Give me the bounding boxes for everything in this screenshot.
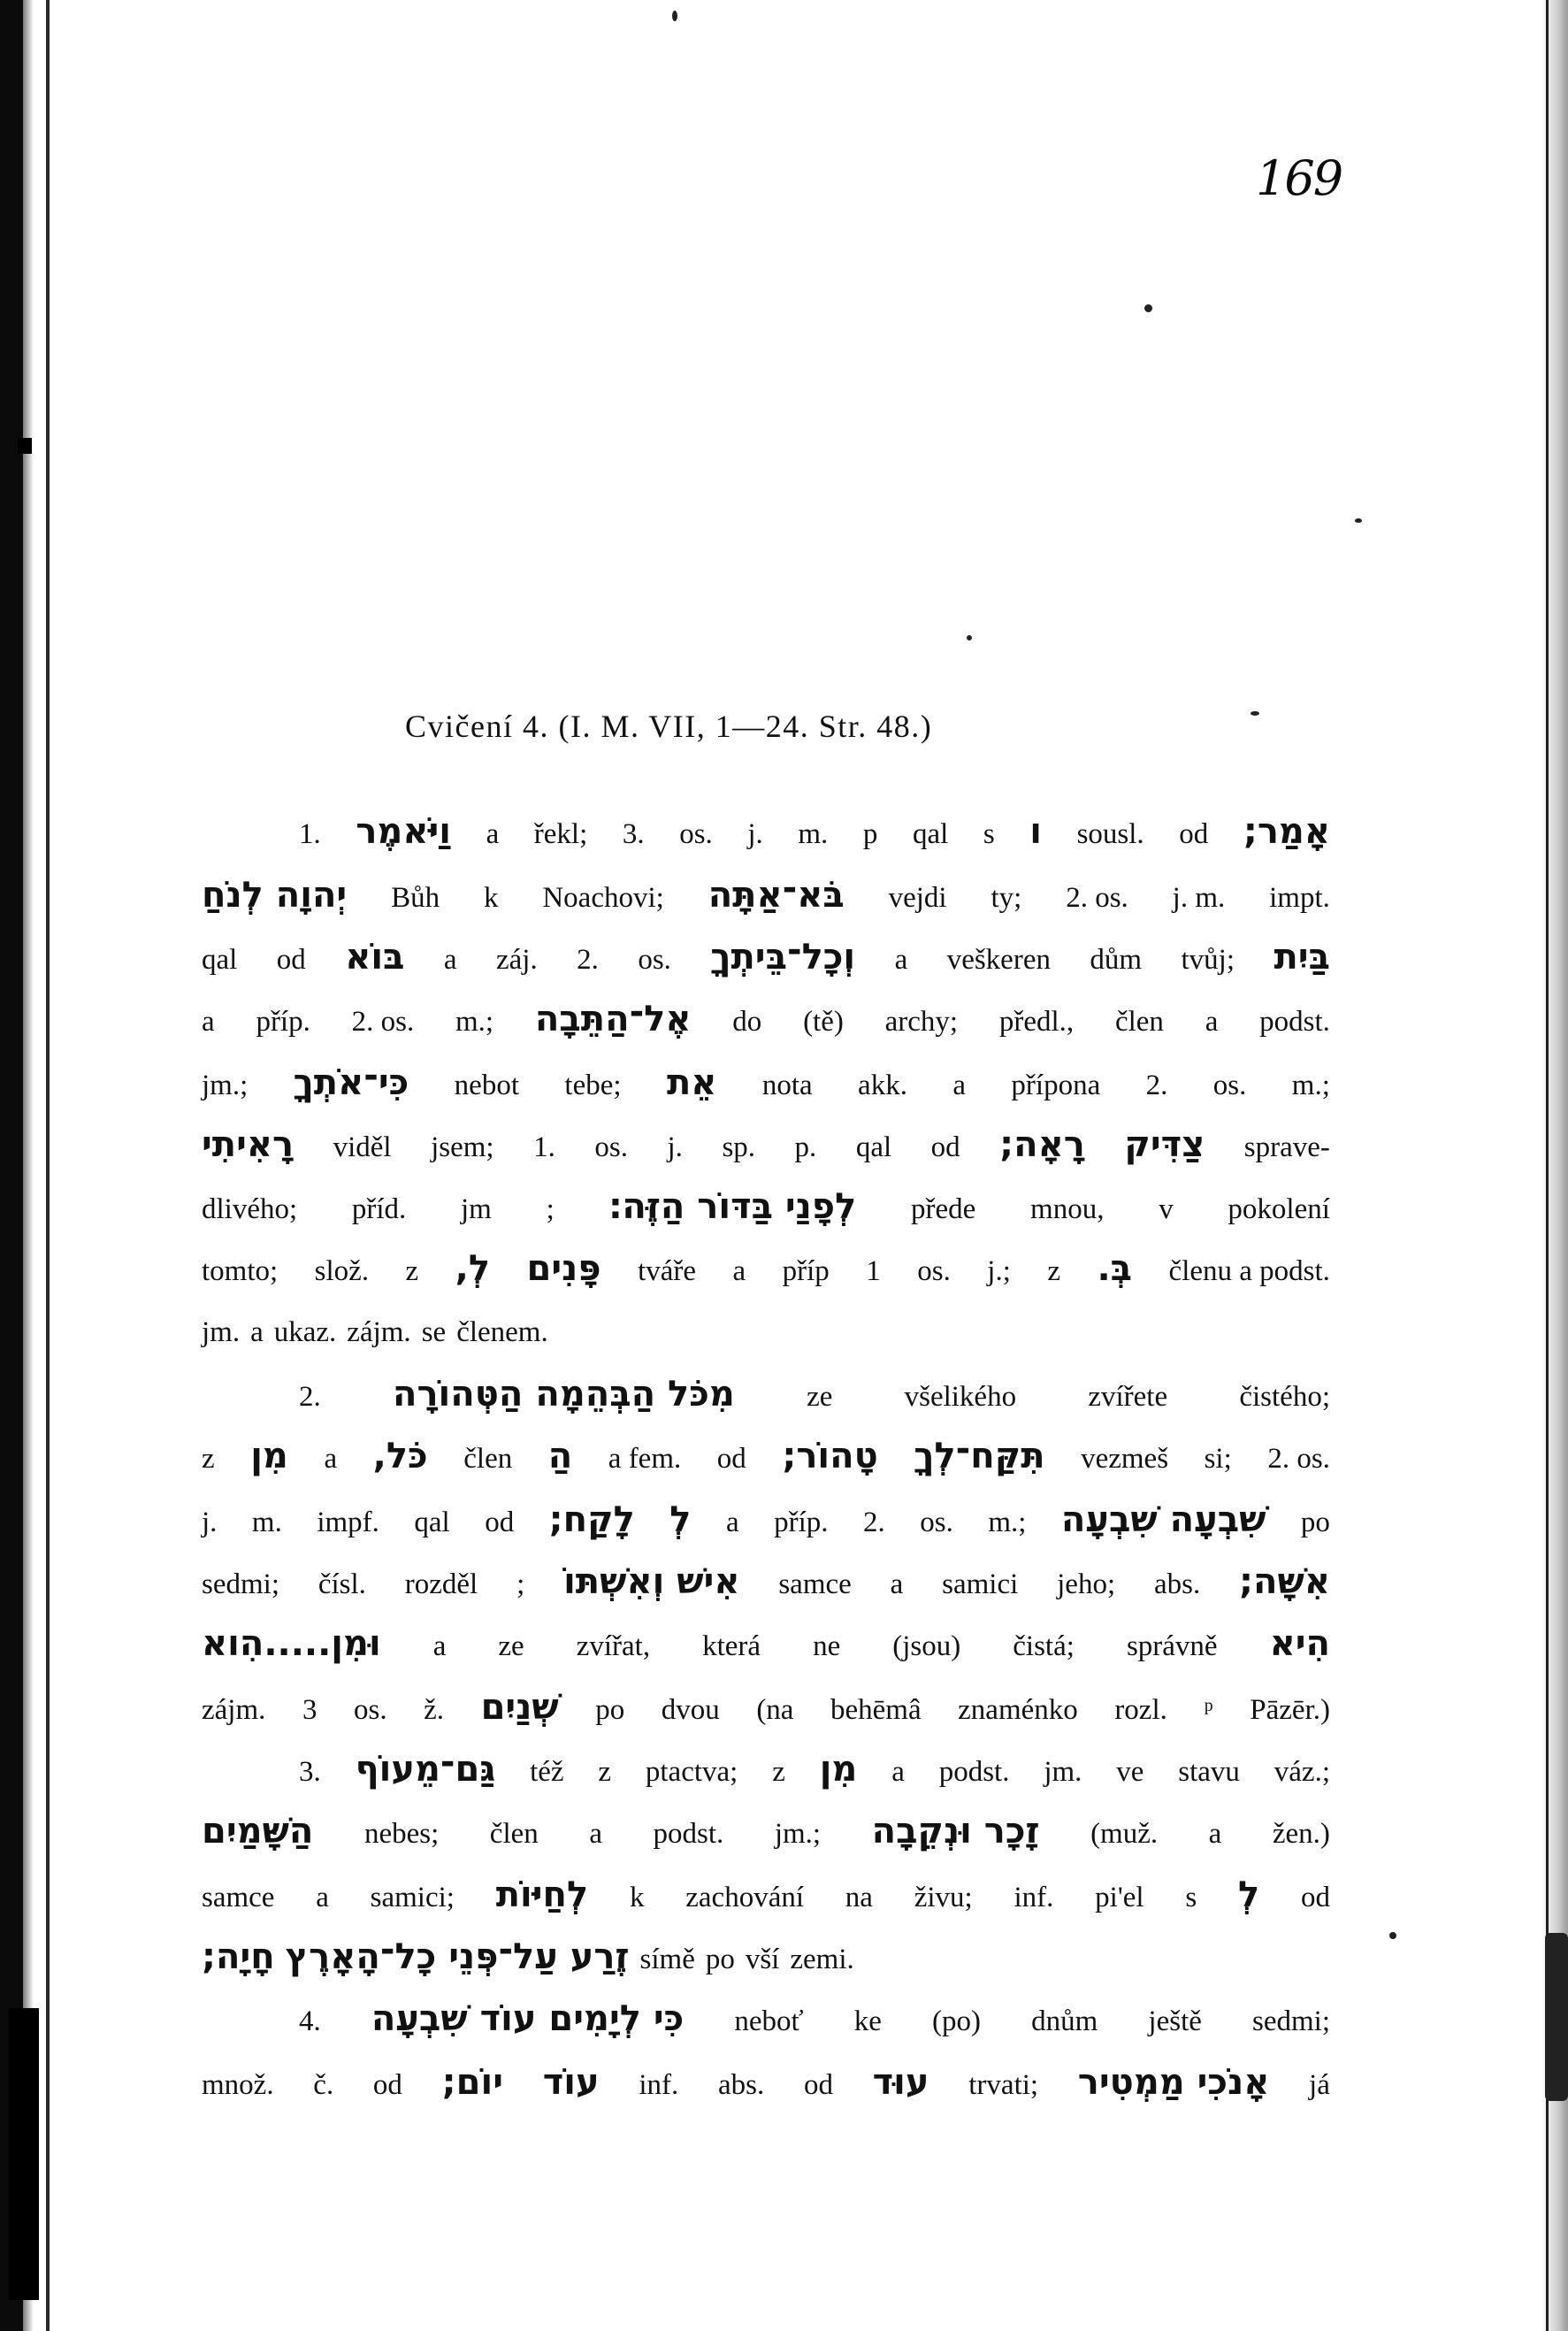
text-word: od xyxy=(1179,818,1209,850)
text-word: členu a podst. xyxy=(1168,1255,1330,1287)
text-word: j. xyxy=(202,1507,218,1538)
text-word: žen.) xyxy=(1272,1818,1330,1850)
text-line xyxy=(202,1182,1330,1231)
text-word: zájm. xyxy=(202,1694,266,1726)
text-word: záj. xyxy=(495,944,538,976)
hebrew-word: אָנֹכִי מַמְטִיר xyxy=(1077,2062,1270,2103)
text-word: a xyxy=(202,1006,215,1038)
text-word: ; xyxy=(516,1568,525,1600)
hebrew-word: פָּנִים xyxy=(526,1248,601,1289)
text-word: a xyxy=(732,1255,746,1287)
text-word: inf. xyxy=(1013,1882,1054,1913)
hebrew-word: שְׁנַיִם xyxy=(480,1687,559,1728)
page-number: 169 xyxy=(1256,150,1342,206)
text-word: abs. xyxy=(1153,1568,1201,1600)
text-word: váz.; xyxy=(1274,1756,1330,1788)
text-line xyxy=(202,1244,1330,1293)
text-word: podst. xyxy=(653,1818,724,1850)
text-word: samce xyxy=(202,1882,275,1913)
text-word: příp. xyxy=(774,1507,829,1538)
hebrew-word: בֹּא־אַתָּה xyxy=(708,875,845,916)
hebrew-word: בְּ. xyxy=(1097,1248,1133,1289)
text-word: vezmeš xyxy=(1081,1443,1169,1475)
text-word: ž. xyxy=(424,1694,445,1726)
text-word: impt. xyxy=(1269,882,1330,914)
text-word: jm. xyxy=(202,1316,241,1348)
text-word: zemi. xyxy=(790,1944,854,1975)
text-word: qal xyxy=(912,818,949,850)
hebrew-word: מִכֹּל הַבְּהֵמָה הַטְּהוֹרָה xyxy=(392,1374,735,1415)
text-word: os. xyxy=(679,818,713,850)
text-word: samici; xyxy=(370,1882,455,1913)
text-word: od xyxy=(276,944,306,976)
text-word: živu; xyxy=(914,1882,973,1913)
text-word: nota xyxy=(761,1070,813,1101)
text-word: os. xyxy=(353,1694,387,1726)
text-word: člen xyxy=(489,1818,539,1850)
left-binding-rule xyxy=(46,0,50,2331)
hebrew-word: אֵת xyxy=(666,1062,717,1103)
text-word: a xyxy=(894,944,908,976)
text-word: 2. os. xyxy=(351,1006,415,1038)
text-word: 2. os. xyxy=(1267,1443,1330,1475)
text-word: m.; xyxy=(1291,1070,1330,1101)
text-word: nebes; xyxy=(363,1818,440,1850)
text-word: od xyxy=(803,2069,833,2101)
text-word: v xyxy=(1159,1193,1174,1225)
text-word: 2. xyxy=(863,1507,885,1538)
text-word: k xyxy=(483,882,499,914)
text-word: 2. xyxy=(1145,1070,1168,1101)
text-word: z xyxy=(598,1756,612,1788)
text-word: p. xyxy=(794,1131,817,1163)
text-word: a xyxy=(891,1756,905,1788)
text-line xyxy=(299,1369,1330,1419)
text-line xyxy=(202,1058,1330,1108)
hebrew-word: כִּי־אֹתְךָ xyxy=(293,1062,409,1103)
text-word: impf. xyxy=(317,1507,379,1538)
text-word: Noachovi; xyxy=(542,882,664,914)
text-word: mnou, xyxy=(1030,1193,1105,1225)
text-word: a xyxy=(486,818,500,850)
text-word: a fem. xyxy=(608,1443,682,1475)
text-word: os. xyxy=(920,1507,953,1538)
text-word: dům xyxy=(1090,944,1143,976)
left-edge-mark xyxy=(9,2008,39,2300)
text-word: a xyxy=(890,1568,904,1600)
hebrew-word: טָהוֹר; xyxy=(782,1436,878,1476)
text-word: veškeren xyxy=(946,944,1051,976)
text-word: příd. xyxy=(351,1193,407,1225)
text-word: pi'el xyxy=(1095,1882,1144,1913)
hebrew-word: ו xyxy=(1029,811,1042,852)
text-word: (na xyxy=(756,1694,794,1726)
hebrew-word: לְ xyxy=(669,1499,692,1540)
text-word: ze xyxy=(807,1381,833,1413)
text-word: Pāzēr.) xyxy=(1250,1694,1330,1726)
text-word: čistého; xyxy=(1239,1381,1330,1413)
hebrew-word: שִׁבְעָה שִׁבְעָה xyxy=(1060,1499,1266,1540)
text-word: nebot xyxy=(454,1070,519,1101)
exercise-heading: Cvičení 4. (I. M. VII, 1—24. Str. 48.) xyxy=(405,709,933,744)
text-word: k xyxy=(630,1882,645,1913)
left-edge-notch xyxy=(18,438,32,454)
text-word: a xyxy=(316,1882,329,1913)
text-word: člen xyxy=(1114,1006,1164,1038)
text-word: sprave- xyxy=(1243,1131,1330,1163)
hebrew-word: יְהוָה לְנֹחַ xyxy=(202,875,348,916)
text-word: abs. xyxy=(717,2069,765,2101)
text-line xyxy=(299,1744,1330,1794)
text-word: na xyxy=(845,1882,873,1913)
text-word: m. xyxy=(251,1507,282,1538)
text-word: zachování xyxy=(685,1882,805,1913)
text-line xyxy=(202,2058,1330,2107)
text-word: a xyxy=(952,1070,967,1101)
hebrew-word: עוּד xyxy=(872,2062,929,2103)
hebrew-word: אִשָּׁה; xyxy=(1239,1561,1330,1602)
text-word: sousl. xyxy=(1076,818,1144,850)
hebrew-word: מִן xyxy=(250,1436,288,1476)
text-word: ne xyxy=(813,1630,841,1662)
hebrew-word: הַ xyxy=(547,1436,573,1476)
text-word: rozl. xyxy=(1114,1694,1167,1726)
text-word: přede xyxy=(911,1193,976,1225)
text-word: do xyxy=(732,1006,762,1038)
text-line xyxy=(299,1994,1330,2043)
hebrew-word: הִיא xyxy=(1269,1623,1330,1664)
text-word: zvířete xyxy=(1088,1381,1168,1413)
scan-speck xyxy=(1144,304,1152,312)
text-word: tvůj; xyxy=(1181,944,1235,976)
text-word: stavu xyxy=(1178,1756,1240,1788)
text-word: (tě) xyxy=(803,1006,844,1038)
text-word: qal xyxy=(202,944,238,976)
text-word: samici xyxy=(942,1568,1019,1600)
text-word: od xyxy=(1300,1882,1330,1913)
text-line xyxy=(202,932,1330,982)
text-word: qal xyxy=(414,1507,450,1538)
text-word: po xyxy=(705,1944,735,1975)
text-word: s xyxy=(983,818,995,850)
text-word: správně xyxy=(1126,1630,1218,1662)
hebrew-word: כִּי לְיָמִים עוֹד שִׁבְעָה xyxy=(371,1998,685,2039)
text-word: od xyxy=(930,1131,960,1163)
text-word: čísl. xyxy=(317,1568,366,1600)
text-word: tebe; xyxy=(564,1070,622,1101)
text-line xyxy=(202,994,1330,1044)
text-word: m.; xyxy=(455,1006,494,1038)
hebrew-word: אָמַר; xyxy=(1243,811,1330,852)
hebrew-word: בּוֹא xyxy=(345,937,405,978)
hebrew-word: יוֹם; xyxy=(441,2062,503,2103)
text-word: 1. xyxy=(299,818,321,850)
text-word: p xyxy=(862,818,878,850)
text-word: Bůh xyxy=(391,882,440,914)
text-word: po xyxy=(595,1694,625,1726)
text-word: ještě xyxy=(1148,2005,1202,2037)
text-word: a xyxy=(432,1630,447,1662)
text-line xyxy=(202,870,1330,920)
text-word: všelikého xyxy=(904,1381,1017,1413)
text-word: ke xyxy=(853,2005,882,2037)
text-word: vejdi xyxy=(888,882,947,914)
text-word: a xyxy=(1208,1818,1222,1850)
text-word: (jsou) xyxy=(892,1630,961,1662)
text-word: tomto; xyxy=(202,1255,279,1287)
text-word: inf. xyxy=(639,2069,679,2101)
text-word: 2. os. xyxy=(1066,882,1128,914)
text-line xyxy=(202,1307,1330,1357)
text-word: podst. xyxy=(1259,1006,1330,1038)
scan-speck xyxy=(672,11,677,21)
text-word: 1. xyxy=(533,1131,555,1163)
hebrew-word: רָאָה; xyxy=(999,1124,1085,1165)
text-word: ; xyxy=(546,1193,555,1225)
text-word: pokolení xyxy=(1228,1193,1330,1225)
hebrew-word: רָאִיתִי xyxy=(202,1124,294,1165)
text-word: zájm. xyxy=(347,1316,411,1348)
text-word: po xyxy=(1300,1507,1330,1538)
text-word: sedmi; xyxy=(1252,2005,1330,2037)
text-word: jsem; xyxy=(431,1131,494,1163)
hebrew-word: לָקַח; xyxy=(548,1499,635,1540)
hebrew-word: זֶרַע עַל־פְּנֵי כָל־הָאָרֶץ xyxy=(285,1936,630,1977)
text-word: rozděl xyxy=(404,1568,478,1600)
text-line xyxy=(202,1870,1330,1920)
text-word: od xyxy=(372,2069,402,2101)
text-word: jm. xyxy=(1044,1756,1082,1788)
text-word: z xyxy=(772,1756,785,1788)
text-word: archy; xyxy=(884,1006,959,1038)
text-word: os. xyxy=(638,944,671,976)
text-word: od xyxy=(716,1443,746,1475)
text-word: zvířat, xyxy=(576,1630,651,1662)
text-word: 3. xyxy=(299,1756,321,1788)
text-word: množ. xyxy=(202,2069,274,2101)
text-word: samce xyxy=(778,1568,852,1600)
text-word: a xyxy=(1205,1006,1219,1038)
text-word: ty; xyxy=(991,882,1022,914)
text-word: 3. xyxy=(622,818,645,850)
text-word: z xyxy=(202,1443,215,1475)
text-word: ᵖ xyxy=(1204,1694,1213,1726)
hebrew-word: לְפָנַי בַּדּוֹר הַזֶּה׃ xyxy=(608,1186,857,1227)
text-word: trvati; xyxy=(968,2069,1039,2101)
text-line xyxy=(299,807,1330,856)
text-word: s xyxy=(1185,1882,1197,1913)
text-word: 4. xyxy=(299,2005,321,2037)
hebrew-word: וּמִן.....הִוא xyxy=(202,1623,381,1664)
text-word: a xyxy=(324,1443,338,1475)
text-word: ve xyxy=(1116,1756,1144,1788)
text-line xyxy=(202,1932,1330,1982)
text-line xyxy=(202,1806,1330,1856)
text-word: přípona xyxy=(1011,1070,1101,1101)
text-word: předl., xyxy=(998,1006,1075,1038)
text-word: podst. xyxy=(938,1756,1010,1788)
text-line xyxy=(202,1557,1330,1606)
hebrew-word: תִּקַּח־לְךָ xyxy=(914,1436,1045,1476)
hebrew-word: לְ xyxy=(1237,1875,1260,1915)
text-word: vší xyxy=(745,1944,780,1975)
scan-speck xyxy=(1251,711,1259,716)
left-page-shadow xyxy=(23,0,34,2331)
text-word: č. xyxy=(313,2069,334,2101)
text-word: dvou xyxy=(661,1694,720,1726)
text-word: ze xyxy=(498,1630,524,1662)
hebrew-word: צַדִּיק xyxy=(1124,1124,1205,1165)
hebrew-word: כֹּל, xyxy=(372,1436,428,1476)
text-word: akk. xyxy=(858,1070,907,1101)
text-word: j.; xyxy=(987,1255,1011,1287)
text-word: řekl; xyxy=(533,818,588,850)
hebrew-word: גַּם־מֵעוֹף xyxy=(355,1749,496,1790)
hebrew-word: לְ, xyxy=(455,1248,491,1289)
text-word: os. xyxy=(917,1255,951,1287)
scan-speck xyxy=(967,635,972,640)
text-word: znaménko xyxy=(958,1694,1078,1726)
text-word: (po) xyxy=(932,2005,982,2037)
text-word: j. xyxy=(747,818,763,850)
text-word: qal xyxy=(855,1131,892,1163)
text-word: dnům xyxy=(1031,2005,1098,2037)
text-word: ptactva; xyxy=(645,1756,738,1788)
text-word: si; xyxy=(1204,1443,1232,1475)
text-word: m. xyxy=(798,818,829,850)
text-word: jeho; xyxy=(1057,1568,1116,1600)
text-word: od xyxy=(485,1507,515,1538)
text-word: os. xyxy=(1212,1070,1247,1101)
text-word: sedmi; xyxy=(202,1568,279,1600)
text-word: též xyxy=(530,1756,564,1788)
text-word: a xyxy=(725,1507,739,1538)
text-word: a xyxy=(443,944,457,976)
hebrew-word: זָכָר וּנְקֵבָה xyxy=(871,1811,1040,1852)
hebrew-word: אִישׁ וְאִשְׁתּוֹ xyxy=(563,1561,740,1602)
text-word: os. xyxy=(594,1131,628,1163)
text-word: (muž. xyxy=(1090,1818,1159,1850)
scan-speck xyxy=(1355,518,1362,523)
text-word: 2. xyxy=(577,944,599,976)
text-word: jm xyxy=(461,1193,492,1225)
hebrew-word: וַיֹּאמֶר xyxy=(356,811,451,852)
hebrew-word: וְכָל־בֵּיתְךָ xyxy=(710,937,856,978)
text-word: 1 xyxy=(866,1255,881,1287)
text-word: a xyxy=(250,1316,264,1348)
text-word: sp. xyxy=(722,1131,756,1163)
text-word: behēmâ xyxy=(830,1694,922,1726)
text-word: a xyxy=(589,1818,602,1850)
text-word: slož. xyxy=(314,1255,370,1287)
text-word: dlivého; xyxy=(202,1193,298,1225)
text-word: já xyxy=(1309,2069,1330,2101)
hebrew-word: עוֹד xyxy=(542,2062,600,2103)
text-word: se xyxy=(421,1316,447,1348)
text-line xyxy=(202,1619,1330,1668)
text-word: tváře xyxy=(638,1255,697,1287)
text-line xyxy=(202,1683,1330,1732)
hebrew-word: הַשָּׁמַיִם xyxy=(202,1811,314,1852)
text-word: m.; xyxy=(988,1507,1027,1538)
text-line xyxy=(202,1120,1330,1169)
right-edge-blot xyxy=(1545,1933,1568,2101)
text-word: viděl xyxy=(333,1131,392,1163)
text-word: členem. xyxy=(456,1316,548,1348)
text-word: která xyxy=(702,1630,761,1662)
text-word: ukaz. xyxy=(273,1316,337,1348)
text-word: čistá; xyxy=(1013,1630,1075,1662)
text-word: člen xyxy=(463,1443,513,1475)
text-word: příp xyxy=(782,1255,830,1287)
text-word: z xyxy=(405,1255,419,1287)
text-word: jm.; xyxy=(774,1818,822,1850)
hebrew-word: בַּיִת xyxy=(1274,937,1330,978)
hebrew-word: לְחַיּוֹת xyxy=(495,1875,589,1915)
text-word: jm.; xyxy=(202,1070,249,1101)
scan-speck xyxy=(1389,1932,1396,1939)
text-word: 2. xyxy=(299,1381,321,1413)
text-word: příp. xyxy=(256,1006,310,1038)
text-line xyxy=(202,1495,1330,1545)
hebrew-word: מִן xyxy=(819,1749,858,1790)
left-page-edge xyxy=(0,0,23,2331)
hebrew-word: אֶל־הַתֵּבָה xyxy=(534,999,692,1039)
text-word: z xyxy=(1047,1255,1061,1287)
text-word: j. xyxy=(667,1131,683,1163)
hebrew-word: חָיָה; xyxy=(202,1936,275,1977)
text-word: símě xyxy=(639,1944,695,1975)
text-word: j. m. xyxy=(1172,882,1226,914)
text-word: 3 xyxy=(302,1694,317,1726)
text-word: neboť xyxy=(734,2005,804,2037)
text-line xyxy=(202,1431,1330,1481)
